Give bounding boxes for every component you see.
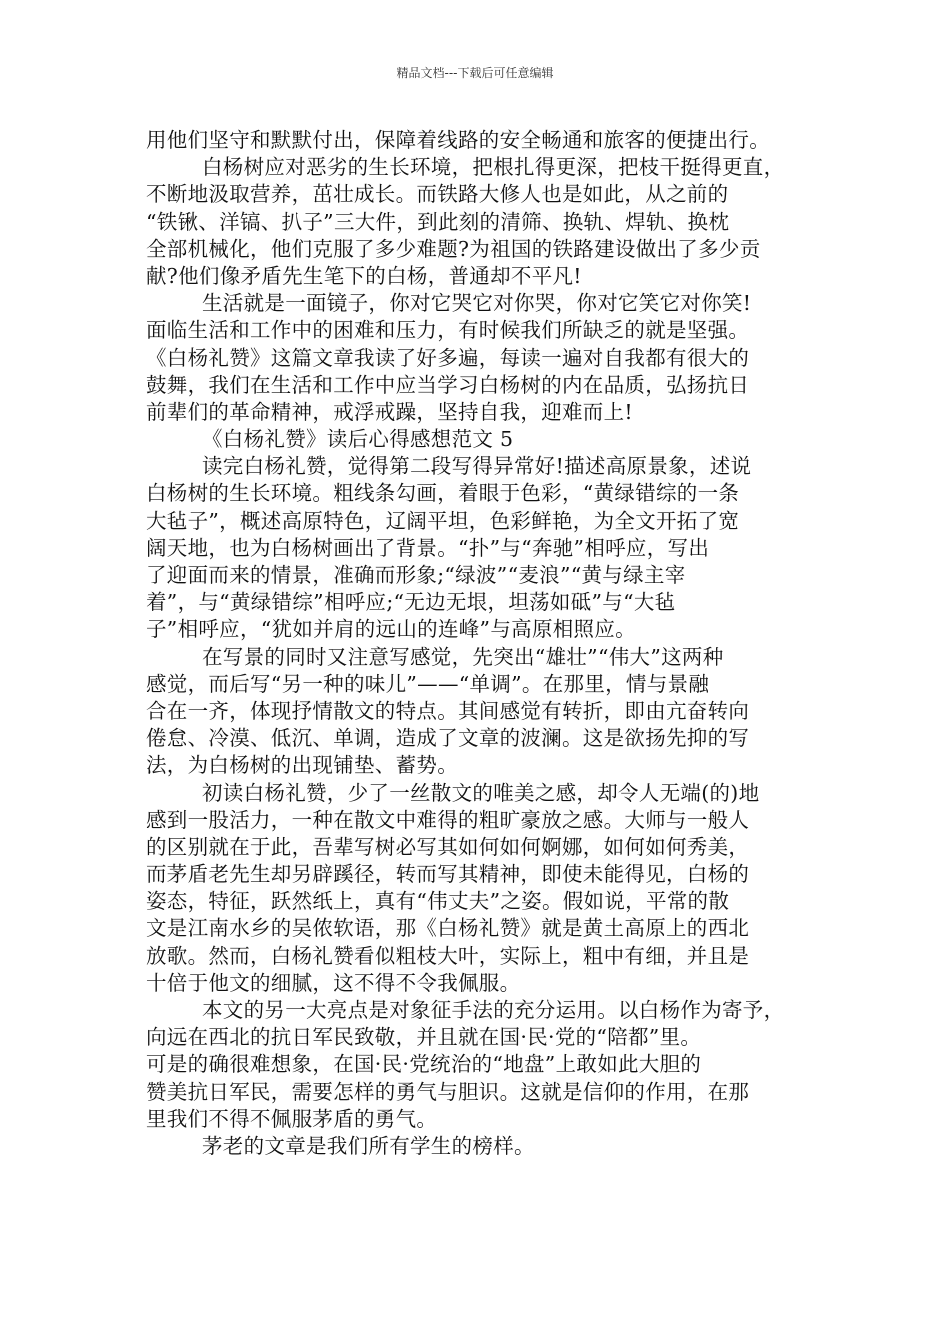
text-line: 向远在西北的抗日军民致敬，并且就在国·民·党的“陪都”里。 [146,1025,702,1050]
text-line: 着”，与“黄绿错综”相呼应;“无边无垠，坦荡如砥”与“大毡 [146,590,676,615]
text-line: 放歌。然而，白杨礼赞看似粗枝大叶，实际上，粗中有细，并且是 [146,943,750,968]
text-line: 倦怠、冷漠、低沉、单调，造成了文章的波澜。这是欲扬先抑的写 [146,726,750,751]
text-line: 前辈们的革命精神，戒浮戒躁，坚持自我，迎难而上! [146,399,633,424]
text-line: 感到一股活力，一种在散文中难得的粗旷豪放之感。大师与一般人 [146,807,750,832]
text-line: 子”相呼应，“犹如并肩的远山的连峰”与高原相照应。 [146,617,636,642]
text-line: 感觉，而后写“另一种的味儿”——“单调”。在那里，情与景融 [146,671,710,696]
text-line: 本文的另一大亮点是对象征手法的充分运用。以白杨作为寄予， [202,998,785,1022]
text-line: 茅老的文章是我们所有学生的榜样。 [202,1133,535,1158]
text-line: 而茅盾老先生却另辟蹊径，转而写其精神，即使未能得见，白杨的 [146,862,750,887]
text-line: 全部机械化，他们克服了多少难题?为祖国的铁路建设做出了多少贡 [146,236,761,261]
text-line: 《白杨礼赞》读后心得感想范文 5 [202,427,514,452]
text-line: 用他们坚守和默默付出，保障着线路的安全畅通和旅客的便捷出行。 [146,128,770,152]
text-line: 白杨树的生长环境。粗线条勾画，着眼于色彩，“黄绿错综的一条 [146,481,740,506]
text-line: 不断地汲取营养，茁壮成长。而铁路大修人也是如此，从之前的 [146,182,729,207]
text-line: 阔天地，也为白杨树画出了背景。“扑”与“奔驰”相呼应，写出 [146,535,710,560]
text-line: 的区别就在于此，吾辈写树必写其如何如何婀娜，如何如何秀美， [146,834,750,859]
text-line: 在写景的同时又注意写感觉，先突出“雄壮”“伟大”这两种 [202,644,724,669]
text-line: 合在一齐，体现抒情散文的特点。其间感觉有转折，即由亢奋转向 [146,698,750,723]
text-line: 可是的确很难想象，在国·民·党统治的“地盘”上敢如此大胆的 [146,1052,702,1077]
page-header: 精品文档---下载后可任意编辑 [396,66,554,80]
text-line: 鼓舞，我们在生活和工作中应当学习白杨树的内在品质，弘扬抗日 [146,372,750,397]
text-line: 献?他们像矛盾先生笔下的白杨，普通却不平凡! [146,263,582,288]
text-line: 赞美抗日军民，需要怎样的勇气与胆识。这就是信仰的作用，在那 [146,1079,750,1104]
text-line: 姿态，特征，跃然纸上，真有“伟丈夫”之姿。假如说，平常的散 [146,889,730,914]
text-line: 里我们不得不佩服茅盾的勇气。 [146,1106,438,1131]
text-line: 十倍于他文的细腻，这不得不令我佩服。 [146,970,521,995]
text-line: 文是江南水乡的吴侬软语，那《白杨礼赞》就是黄土高原上的西北 [146,916,750,941]
text-line: 了迎面而来的情景，准确而形象;“绿波”“麦浪”“黄与绿主宰 [146,563,686,587]
text-line: 大毡子”，概述高原特色，辽阔平坦，色彩鲜艳，为全文开拓了宽 [146,508,740,533]
text-line: 法，为白杨树的出现铺垫、蓄势。 [146,753,458,778]
document-body [146,127,814,1160]
text-line: 初读白杨礼赞，少了一丝散文的唯美之感，却令人无端(的)地 [202,780,760,805]
text-line: “铁锹、洋镐、扒子”三大件，到此刻的清筛、换轨、焊轨、换枕 [146,209,730,234]
text-line: 面临生活和工作中的困难和压力，有时候我们所缺乏的就是坚强。 [146,318,750,343]
text-line: 白杨树应对恶劣的生长环境，把根扎得更深，把枝干挺得更直， [202,155,785,180]
text-line: 生活就是一面镜子，你对它哭它对你哭，你对它笑它对你笑! [202,291,752,316]
text-line: 读完白杨礼赞，觉得第二段写得异常好!描述高原景象，述说 [202,454,752,479]
text-line: 《白杨礼赞》这篇文章我读了好多遍，每读一遍对自我都有很大的 [146,345,750,370]
